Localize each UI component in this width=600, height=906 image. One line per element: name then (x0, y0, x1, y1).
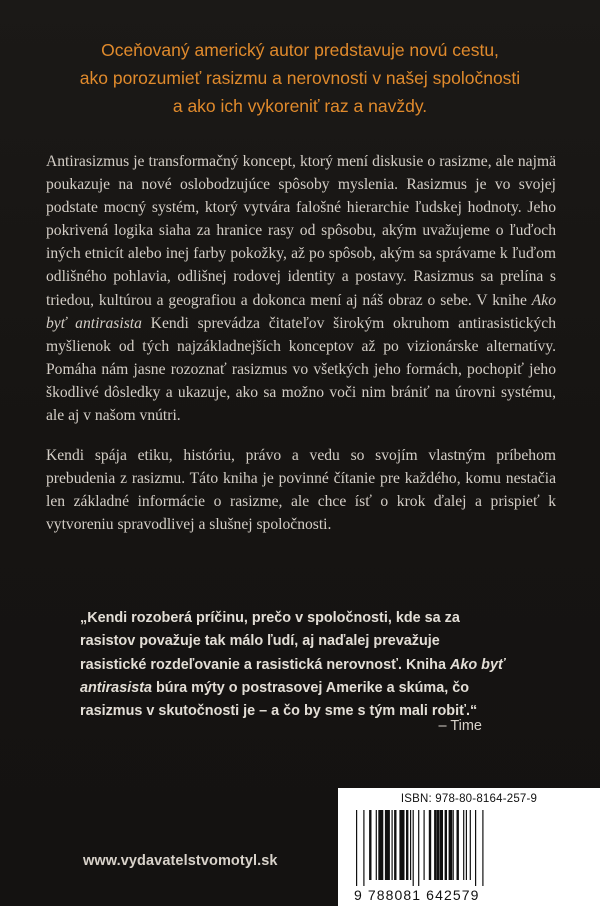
barcode-digits: 9 788081 642579 (354, 887, 480, 903)
blurb-paragraph-1 (46, 150, 556, 427)
tagline-line-3: a ako ich vykoreniť raz a navždy. (172, 96, 428, 116)
publisher-website: www.vydavatelstvomotyl.sk (83, 853, 278, 869)
tagline-line-1: Oceňovaný americký autor predstavuje novú cestu, (101, 40, 499, 60)
review-quote (80, 607, 510, 723)
tagline (40, 36, 560, 120)
book-title-inline: Ako byť antirasista (46, 291, 556, 332)
quote-text-continued: búra mýty o postrasovej Amerike a skúma, čo rasizmus v skutočnosti je – a čo by sme s tým mali robiť.“ (80, 679, 478, 720)
isbn-barcode-label (338, 788, 600, 906)
blurb-paragraph-2: Kendi spája etiku, históriu, právo a vedu so svojím vlastným príbehom prebudenia z rasizmu. Táto kniha je povinné čítanie pre každého, komu nestačia len základné informácie o rasizme, ale chce ísť o krok ďalej a prispieť k vytvoreniu spravodlivej a slušnej spoločnosti. (46, 447, 556, 534)
quote-source: – Time (438, 718, 482, 734)
blurb (46, 150, 556, 554)
isbn-number: ISBN: 978-80-8164-257-9 (400, 793, 538, 805)
quote-text: „Kendi rozoberá príčinu, prečo v spoločnosti, kde sa za rasistov považuje tak málo ľudí, aj naďalej prevažuje rasistické rozdeľovanie a rasistická nerovnosť. Kniha (80, 610, 460, 673)
blurb-p1-text: Antirasizmus je transformačný koncept, ktorý mení diskusie o rasizme, ale najmä poukazuje na nové oslobodzujúce spôsoby myslenia. Rasizmus je vo svojej podstate mocný systém, ktorý vytvára falošné hierarchie ľudskej hodnoty. Jeho pokrivená logika siaha za hranice rasy od spôsobu, akým uvažujeme o ľuďoch iných etnicít alebo inej farby pokožky, až po spôsob, akým sa správame k ľuďom odlišného pohlavia, odlišnej rodovej identity a postavy. Rasizmus sa prelína s triedou, kultúrou a geografiou a dokonca mení aj náš obraz o sebe. V knihe (46, 153, 556, 309)
tagline-line-2: ako porozumieť rasizmu a nerovnosti v našej spoločnosti (79, 68, 521, 88)
quote-book-title: Ako byť antirasista (80, 656, 505, 696)
blurb-p1-text-continued: Kendi sprevádza čitateľov širokým okruhom antirasistických myšlienok od tých najzákladnejších konceptov až po vizionárske alternatívy. Pomáha nám jasne rozoznať rasizmus vo všetkých jeho formách, pochopiť jeho škodlivé dôsledky a ukazuje, ako sa možno voči nim brániť na úrovni systému, ale aj v našom vnútri. (46, 314, 557, 425)
barcode-icon (348, 810, 590, 886)
